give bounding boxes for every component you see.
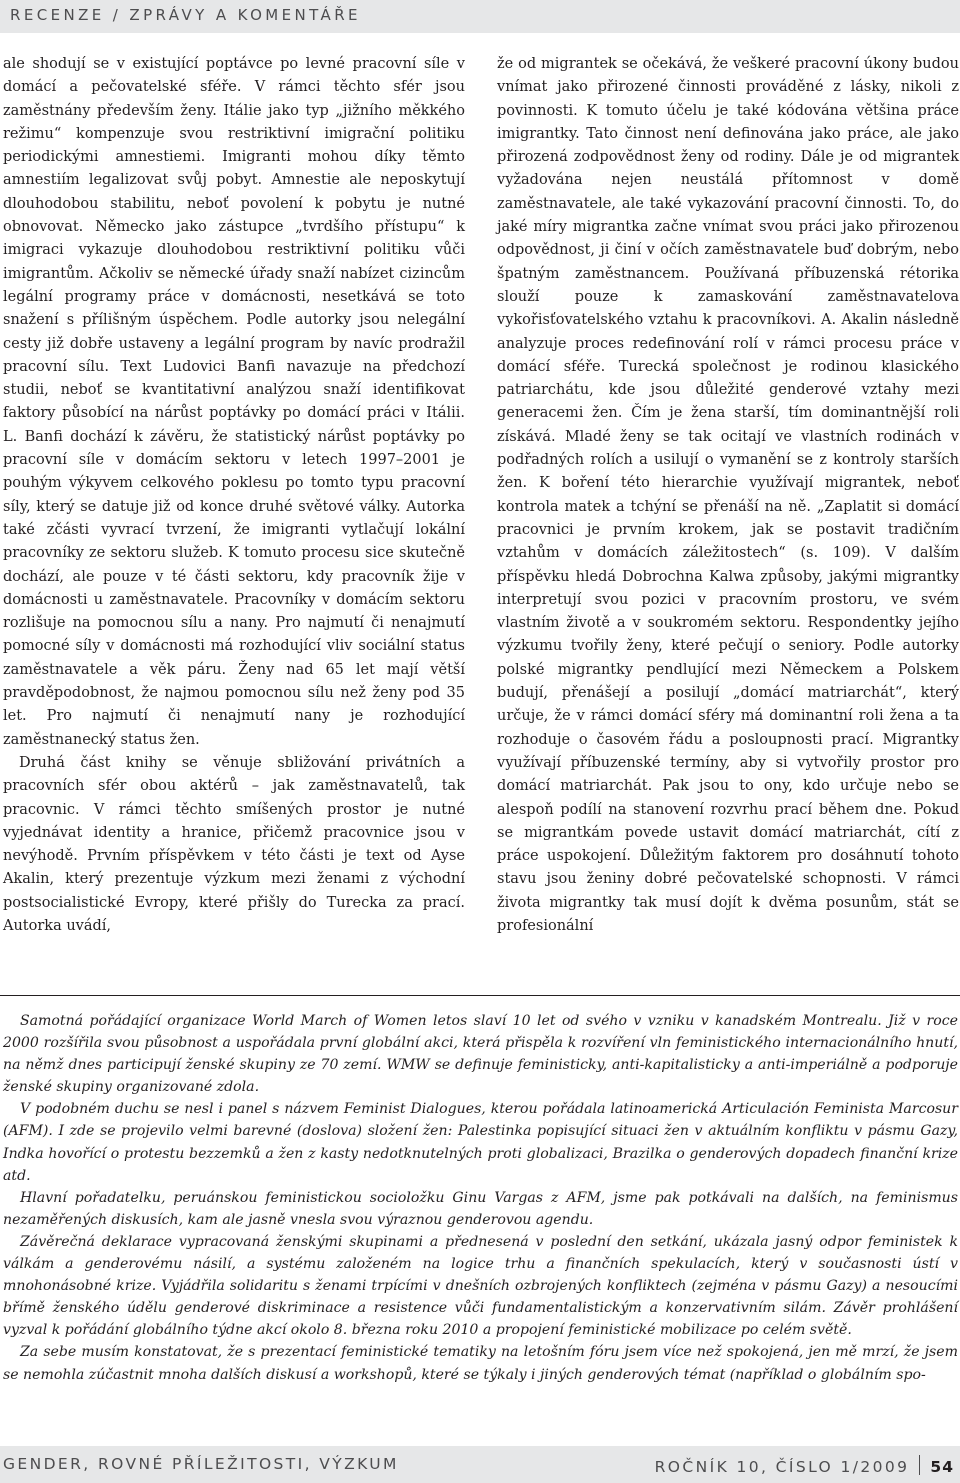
issue-label: ROČNÍK 10, ČÍSLO 1/2009: [654, 1458, 910, 1476]
box-paragraph: Hlavní pořadatelku, peruánskou feministickou socioložku Ginu Vargas z AFM, jsme pak potkávali na dalších, na feminismus nezaměřených diskusích, kam ale jasně vnesla svou výraznou genderovou agendu.: [3, 1189, 958, 1228]
box-paragraph: V podobném duchu se nesl i panel s názvem Feminist Dialogues, kterou pořádala latinoamerická Articulación Feminista Marcosur (AFM). I zde se projevilo velmi barevné (doslova) složení žen: Palestinka popisující situaci žen v aktuálním konfliktu v pásmu Gazy, Indka hovořící o protestu bezzemků a žen z kasty nedotknutelných proti globalizaci, Brazilka o genderových dopadech finanční krize atd.: [3, 1101, 958, 1184]
section-divider: [0, 995, 960, 996]
body-paragraph: ale shodují se v existující poptávce po levné pracovní síle v domácí a pečovatelské sféře. V rámci těchto sfér jsou zaměstnány především ženy. Itálie jako typ „jižního měkkého režimu“ kompenzuje svou restriktivní imigrační politiku periodickými amnestiemi. Imigranti mohou díky těmto amnestiím legalizovat svůj pobyt. Amnestie ale neposkytují dlouhodobou stabilitu, neboť povolení k pobytu je nutné obnovovat. Německo jako zástupce „tvrdšího přístupu“ k imigraci vykazuje dlouhodobou restriktivní politiku vůči imigrantům. Ačkoliv se německé úřady snaží nabízet cizincům legální programy práce v domácnosti, nesetkává se toto snažení s přílišným úspěchem. Podle autorky jsou nelegální cesty již dobře ustaveny a legální program by navíc prodražil pracovní sílu. Text Ludovici Banfi navazuje na předchozí studii, neboť se kvantitativní analýzou snaží identifikovat faktory působící na nárůst poptávky po domácí práci v Itálii. L. Banfi dochází k závěru, že statistický nárůst poptávky po pracovní síle v domácím sektoru v letech 1997–2001 je pouhým výkyvem celkového poklesu po tomto typu pracovní síly, který se datuje již od konce druhé světové války. Autorka také zčásti vyvrací tvrzení, že imigranti vytlačují lokální pracovníky ze sektoru služeb. K tomuto procesu sice skutečně dochází, ale pouze v té části sektoru, kdy pracovník žije v domácnosti u zaměstnavatele. Pracovníky v domácím sektoru rozlišuje na pomocnou sílu a nany. Pro najmutí či nenajmutí pomocné síly v domácnosti má rozhodující vliv sociální status zaměstnavatele a věk páru. Ženy nad 65 let mají větší pravděpodobnost, že najmou pomocnou sílu než ženy pod 35 let. Pro najmutí či nenajmutí nany je rozhodující zaměstnanecký status žen.: [3, 56, 465, 748]
journal-title: GENDER, ROVNÉ PŘÍLEŽITOSTI, VÝZKUM: [3, 1455, 399, 1473]
running-header: [0, 0, 960, 33]
body-paragraph: že od migrantek se očekává, že veškeré pracovní úkony budou vnímat jako přirozené činnosti prováděné z lásky, nikoli z povinnosti. K tomuto účelu je také kódována většina práce imigrantky. Tato činnost není definována jako práce, ale jako přirozená zodpovědnost ženy od rodiny. Dále je od migrantek vyžadována nejen neustálá přítomnost v domě zaměstnavatele, ale také vykazování pracovní činnosti. To, do jaké míry migrantka začne vnímat svou práci jako přirozenou odpovědnost, ji činí v očích zaměstnavatele buď dobrým, nebo špatným zaměstnancem. Používaná příbuzenská rétorika slouží pouze k zamaskování zaměstnavatelova vykořisťovatelského vztahu k pracovníkovi. A. Akalin následně analyzuje proces redefinování rolí v rámci procesu práce v domácí sféře. Turecká společnost je rodinou klasického patriarchátu, kde jsou důležité genderové vztahy mezi generacemi žen. Čím je žena starší, tím dominantnější roli získává. Mladé ženy se tak ocitají ve vlastních rodinách v podřadných rolích a usilují o vymanění se z kontroly starších žen. K boření této hierarchie využívají migrantek, neboť kontrola matek a tchýní se přenáší na ně. „Zaplatit si domácí pracovnici je prvním krokem, jak se postavit tradičním vztahům v domácích záležitostech“ (s. 109). V dalším příspěvku hledá Dobrochna Kalwa způsoby, jakými migrantky interpretují svou pozici v pracovním prostoru, ve svém vlastním životě a v soukromém sektoru. Respondentky jejího výzkumu tvořily ženy, které pečují o seniory. Podle autorky polské migrantky pendlující mezi Německem a Polskem budují, přenášejí a posilují „domácí matriarchát“, který určuje, že v rámci domácí sféry má dominantní roli žena a ta rozhoduje o časovém řádu a posloupnosti prací. Migrantky využívají příbuzenské termíny, aby si vytvořily prostor pro domácí matriarchát. Pak jsou to ony, kdo určuje nebo se alespoň podílí na stanovení rozvrhu prací během dne. Pokud se migrantkám povede ustavit domácí matriarchát, cítí z práce uspokojení. Důležitým faktorem pro dosáhnutí tohoto stavu jsou ženiny dobré pečovatelské schopnosti. V rámci života migrantky tak musí dojít k dvěma posunům, stát se profesionální: [497, 56, 959, 934]
sidebar-box: [3, 1010, 958, 1386]
page-number: 54: [930, 1458, 954, 1476]
box-paragraph: Závěrečná deklarace vypracovaná ženskými skupinami a přednesená v poslední den setkání, ukázala jasný odpor feministek k válkám a genderovému násilí, a systému založeném na logice trhu a finančních spekulacích, který v současnosti ústí v mnohonásobné krize. Vyjádřila solidaritu s ženami trpícími v dnešních ozbrojených konfliktech (zejména v pásmu Gazy) a nesoucími břímě ženského údělu genderové diskriminace a resistence vůči fundamentalistickým a konzervativním silám. Závěr prohlášení vyzval k pořádání globálního týdne akcí okolo 8. března roku 2010 a propojení feministické mobilizace po celém světě.: [3, 1233, 958, 1339]
section-title: RECENZE / ZPRÁVY A KOMENTÁŘE: [10, 6, 361, 24]
body-paragraph: Druhá část knihy se věnuje sbližování privátních a pracovních sfér obou aktérů – jak zaměstnavatelů, tak pracovnic. V rámci těchto smíšených prostor je nutné vyjednávat identity a hranice, přičemž pracovnice jsou v nevýhodě. Prvním příspěvkem v této části je text od Ayse Akalin, který prezentuje výzkum mezi ženami z východní postsocialistické Evropy, které přišly do Turecka za prací. Autorka uvádí,: [3, 754, 465, 934]
issue-info: [655, 1455, 954, 1476]
left-column: [3, 53, 465, 938]
running-footer: [0, 1446, 960, 1483]
right-column: [497, 53, 959, 938]
box-paragraph: Za sebe musím konstatovat, že s prezentací feministické tematiky na letošním fóru jsem více než spokojená, jen mě mrzí, že jsem se nemohla zúčastnit mnoha dalších diskusí a workshopů, které se týkaly i jiných genderových témat (například o globálním spo-: [3, 1344, 958, 1383]
box-paragraph: Samotná pořádající organizace World March of Women letos slaví 10 let od svého v vzniku v kanadském Montrealu. Již v roce 2000 rozšířila svou působnost a uspořádala první globální akci, která přispěla k rozvíření vln feministického internacionálního hnutí, na němž dnes participují ženské skupiny ze 70 zemí. WMW se definuje feministicky, anti-kapitalisticky a anti-imperiálně a podporuje ženské skupiny organizované zdola.: [3, 1013, 958, 1096]
footer-separator: [919, 1455, 920, 1475]
